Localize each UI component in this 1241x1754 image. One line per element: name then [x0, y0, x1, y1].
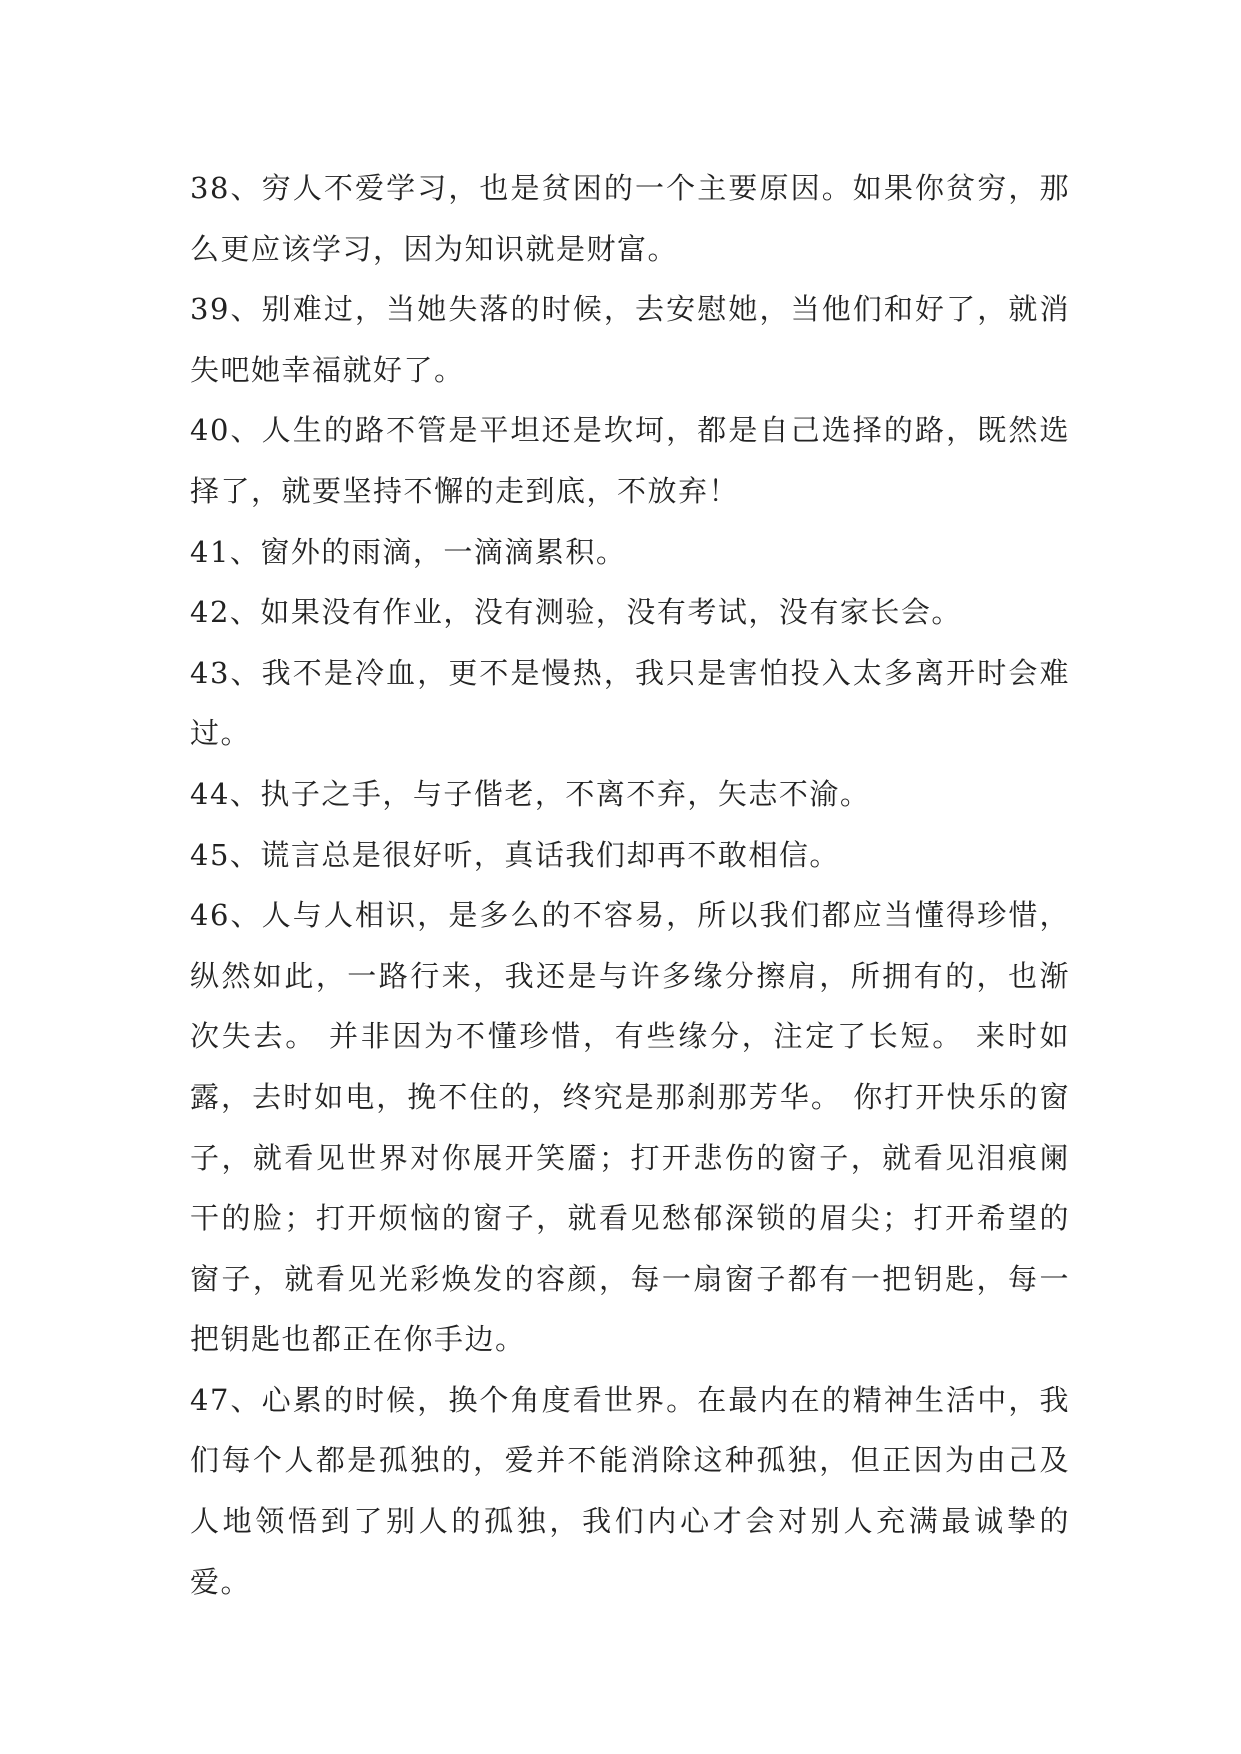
quote-42: 42、如果没有作业，没有测验，没有考试，没有家长会。: [190, 595, 962, 630]
quote-40: 40、人生的路不管是平坦还是坎坷，都是自己选择的路，既然选择了，就要坚持不懈的走到底，不放弃！: [190, 413, 1070, 508]
quote-list: [190, 158, 1070, 1612]
quote-45: 45、谎言总是很好听，真话我们却再不敢相信。: [190, 837, 840, 872]
quote-39: 39、别难过，当她失落的时候，去安慰她，当他们和好了，就消失吧她幸福就好了。: [190, 292, 1070, 387]
quote-44: 44、执子之手，与子偕老，不离不弃，矢志不渝。: [190, 776, 871, 811]
quote-38: 38、穷人不爱学习，也是贫困的一个主要原因。如果你贫穷，那么更应该学习，因为知识就是财富。: [190, 171, 1070, 266]
quote-41: 41、窗外的雨滴，一滴滴累积。: [190, 534, 627, 569]
quote-46: 46、人与人相识，是多么的不容易，所以我们都应当懂得珍惜，纵然如此，一路行来，我还是与许多缘分擦肩，所拥有的，也渐次失去。 并非因为不懂珍惜，有些缘分，注定了长短。 来时如露，去时如电，挽不住的，终究是那刹那芳华。 你打开快乐的窗子，就看见世界对你展开笑靥；打开悲伤的窗子，就看见泪痕阑干的脸；打开烦恼的窗子，就看见愁郁深锁的眉尖；打开希望的窗子，就看见光彩焕发的容颜，每一扇窗子都有一把钥匙，每一把钥匙也都正在你手边。: [190, 898, 1070, 1357]
quote-47: 47、心累的时候，换个角度看世界。在最内在的精神生活中，我们每个人都是孤独的，爱并不能消除这种孤独，但正因为由己及人地领悟到了别人的孤独，我们内心才会对别人充满最诚挚的爱。: [190, 1382, 1070, 1599]
quote-43: 43、我不是冷血，更不是慢热，我只是害怕投入太多离开时会难过。: [190, 655, 1070, 751]
